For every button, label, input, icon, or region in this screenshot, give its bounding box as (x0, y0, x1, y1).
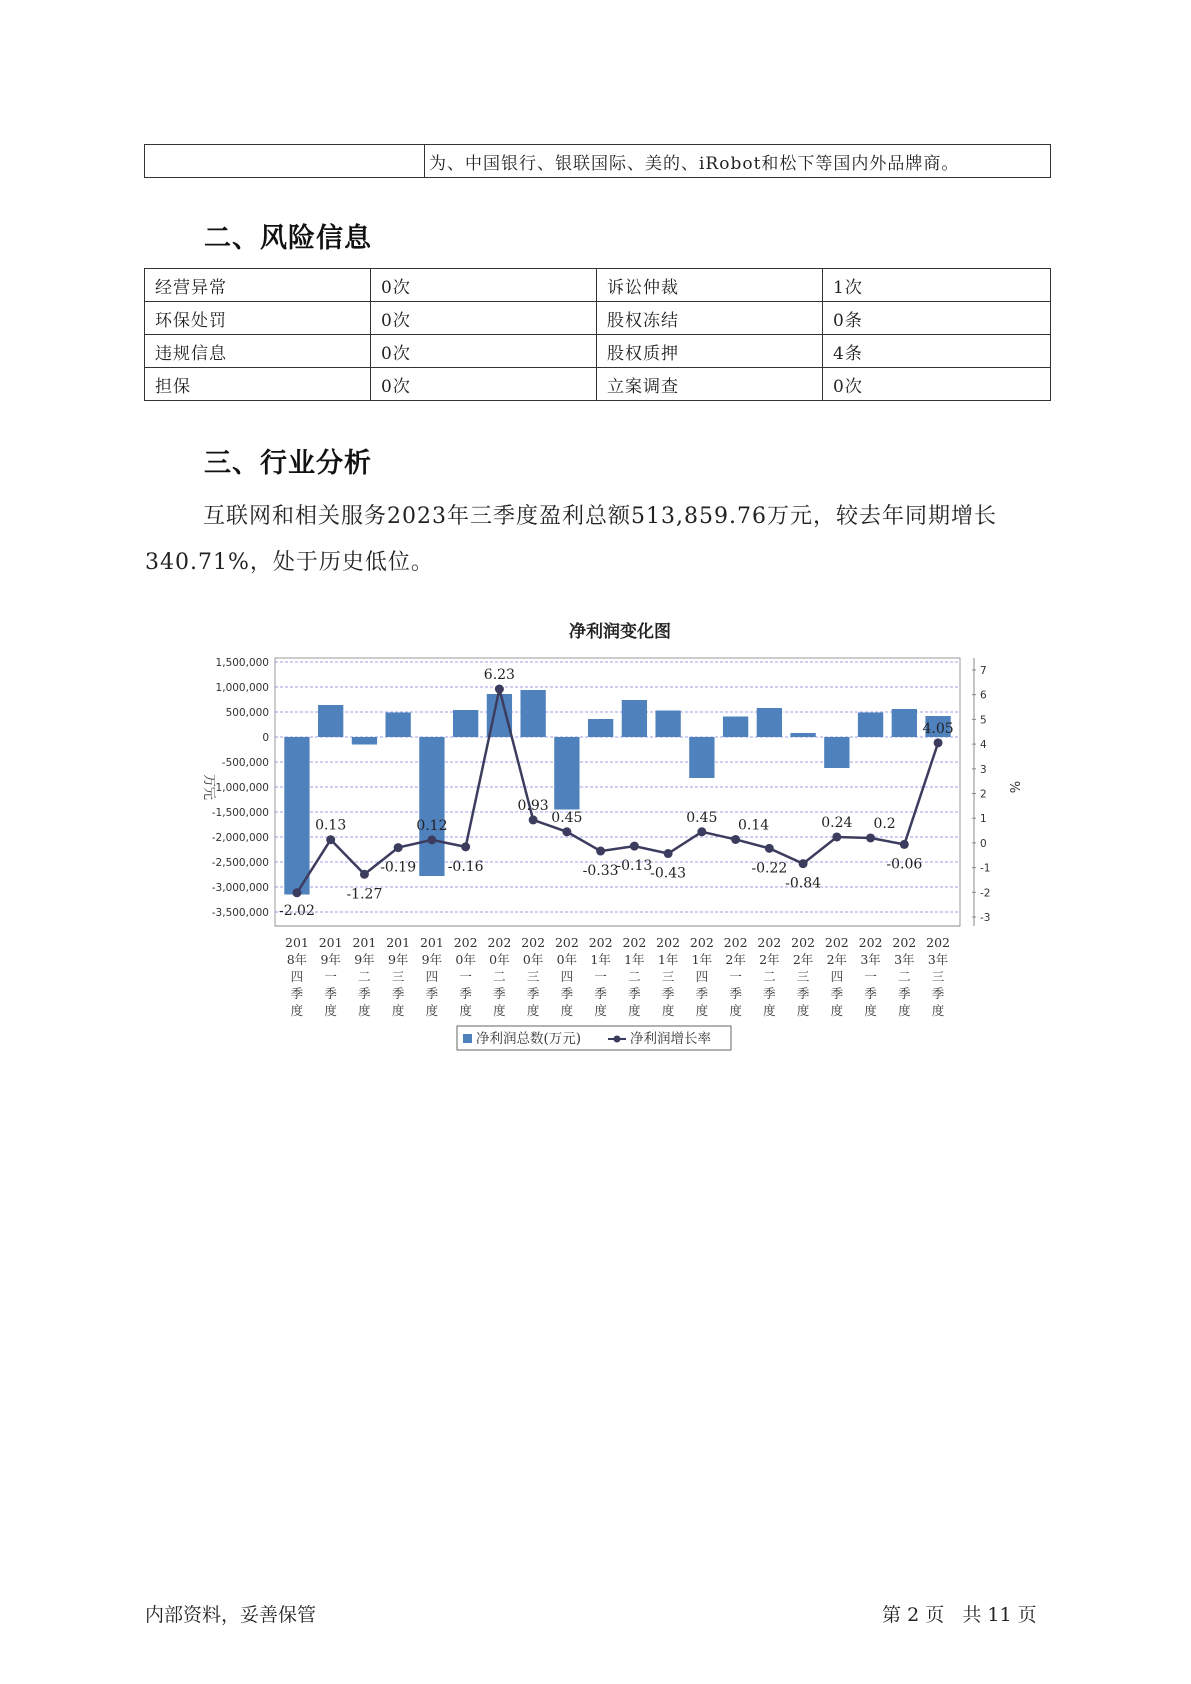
y-tick-right: -3 (980, 912, 991, 924)
x-tick-label: 202 (689, 935, 714, 950)
y-tick-left: -3,500,000 (211, 907, 269, 919)
bar (318, 705, 343, 737)
x-tick-label: 202 (757, 935, 782, 950)
data-point (630, 842, 639, 851)
x-tick-label: 度 (290, 1003, 304, 1018)
legend-bar-label: 净利润总数(万元) (476, 1031, 582, 1047)
x-tick-label: 一 (864, 969, 877, 984)
bar (622, 700, 647, 737)
data-label: 0.93 (517, 797, 549, 814)
y-tick-left: -2,000,000 (211, 832, 269, 844)
x-tick-label: 201 (352, 935, 377, 950)
bar (419, 737, 444, 876)
bar (655, 711, 680, 738)
x-tick-label: 度 (864, 1003, 877, 1018)
x-tick-label: 季 (324, 986, 337, 1001)
x-tick-label: 一 (729, 969, 742, 984)
x-tick-label: 三 (661, 969, 675, 984)
x-tick-label: 一 (324, 969, 337, 984)
bar (824, 737, 849, 768)
x-tick-label: 度 (459, 1003, 472, 1018)
bar (858, 713, 883, 738)
x-tick-label: 1年 (624, 952, 645, 967)
data-point (292, 888, 301, 897)
x-tick-label: 季 (594, 986, 607, 1001)
x-tick-label: 四 (695, 969, 709, 984)
net-profit-chart (180, 612, 1021, 1072)
x-tick-label: 季 (661, 986, 675, 1001)
data-label: -0.19 (380, 859, 417, 876)
data-point (765, 844, 774, 853)
x-tick-label: 三 (931, 969, 945, 984)
y-tick-right: 5 (980, 714, 987, 727)
y-tick-right: 0 (980, 837, 987, 850)
x-tick-label: 度 (695, 1003, 709, 1018)
total-unit: 页 (1017, 1604, 1037, 1626)
data-point (664, 849, 673, 858)
data-label: -0.06 (886, 856, 923, 873)
section-title-risk: 二、风险信息 (204, 223, 372, 254)
x-tick-label: 二 (493, 969, 506, 984)
x-tick-label: 202 (892, 935, 917, 950)
x-tick-label: 季 (290, 986, 304, 1001)
x-tick-label: 0年 (489, 952, 510, 967)
risk-label: 立案调查 (597, 368, 823, 401)
bar (588, 719, 613, 737)
company-info-table-fragment (144, 144, 1051, 178)
footer-confidential-note: 内部资料，妥善保管 (145, 1604, 317, 1626)
x-tick-label: 度 (391, 1003, 405, 1018)
x-tick-label: 四 (560, 969, 574, 984)
x-tick-label: 度 (358, 1003, 371, 1018)
bar (520, 690, 545, 737)
x-tick-label: 季 (796, 986, 810, 1001)
total-prefix: 共 (962, 1604, 982, 1626)
data-point (799, 859, 808, 868)
x-tick-label: 二 (898, 969, 911, 984)
y-tick-left: -2,500,000 (211, 857, 269, 869)
x-tick-label: 度 (661, 1003, 675, 1018)
data-label: -0.33 (582, 863, 619, 880)
x-tick-label: 季 (931, 986, 945, 1001)
data-point (832, 832, 841, 841)
x-tick-label: 201 (318, 935, 343, 950)
bar (892, 709, 917, 737)
risk-label: 违规信息 (145, 335, 371, 368)
x-tick-label: 三 (796, 969, 810, 984)
x-tick-label: 1年 (691, 952, 713, 967)
risk-info-table (144, 268, 1051, 401)
x-tick-label: 度 (560, 1003, 574, 1018)
data-label: 0.45 (551, 809, 583, 826)
chart-title: 净利润变化图 (569, 622, 671, 642)
y-tick-left: -500,000 (221, 757, 269, 769)
x-tick-label: 三 (526, 969, 540, 984)
risk-value: 0次 (371, 302, 597, 335)
x-tick-label: 1年 (657, 952, 679, 967)
bar (723, 717, 748, 738)
risk-label: 环保处罚 (145, 302, 371, 335)
x-tick-label: 季 (830, 986, 844, 1001)
data-label: 0.2 (873, 815, 896, 832)
table-row (145, 145, 1051, 178)
data-point (596, 847, 605, 856)
x-tick-label: 202 (858, 935, 883, 950)
x-tick-label: 二 (358, 969, 371, 984)
x-tick-label: 202 (656, 935, 681, 950)
y-tick-right: 2 (980, 788, 987, 801)
x-tick-label: 季 (425, 986, 439, 1001)
y-axis-label-right: % (1006, 780, 1021, 794)
x-tick-label: 度 (796, 1003, 810, 1018)
data-label: -0.43 (650, 865, 687, 882)
data-label: 4.05 (922, 720, 954, 737)
data-label: -0.13 (616, 858, 653, 875)
data-label: 0.12 (416, 817, 448, 834)
x-tick-label: 202 (723, 935, 748, 950)
y-tick-right: -1 (980, 862, 991, 875)
risk-label: 股权质押 (597, 335, 823, 368)
table-row (145, 269, 1051, 302)
x-tick-label: 季 (864, 986, 877, 1001)
table-cell-value: 为、中国银行、银联国际、美的、iRobot和松下等国内外品牌商。 (425, 145, 1051, 178)
x-tick-label: 0年 (556, 952, 578, 967)
bar (757, 708, 782, 737)
data-label: 0.14 (738, 817, 770, 834)
data-point (562, 827, 571, 836)
x-tick-label: 3年 (894, 952, 915, 967)
data-label: -0.22 (751, 860, 788, 877)
page-unit: 页 (925, 1604, 945, 1626)
x-tick-label: 度 (898, 1003, 911, 1018)
table-row (145, 302, 1051, 335)
industry-analysis-paragraph: 互联网和相关服务2023年三季度盈利总额513,859.76万元，较去年同期增长340.71%，处于历史低位。 (145, 504, 997, 575)
legend-line-label: 净利润增长率 (630, 1031, 711, 1047)
table-row (145, 368, 1051, 401)
x-tick-label: 季 (493, 986, 506, 1001)
y-tick-right: 6 (980, 689, 987, 702)
x-tick-label: 2年 (759, 952, 780, 967)
legend-bar-swatch (463, 1034, 472, 1043)
x-tick-label: 季 (526, 986, 540, 1001)
data-label: 0.24 (821, 814, 853, 831)
x-tick-label: 9年 (421, 952, 443, 967)
risk-label: 经营异常 (145, 269, 371, 302)
bar (790, 733, 815, 737)
bar (386, 713, 411, 738)
x-tick-label: 季 (729, 986, 742, 1001)
x-tick-label: 度 (830, 1003, 844, 1018)
footer-page-number (882, 1600, 1037, 1627)
data-point (326, 835, 335, 844)
x-tick-label: 季 (358, 986, 371, 1001)
table-cell-label (145, 145, 425, 178)
data-label: 6.23 (483, 667, 515, 684)
x-tick-label: 202 (487, 935, 512, 950)
risk-value: 4条 (823, 335, 1051, 368)
x-tick-label: 季 (898, 986, 911, 1001)
x-tick-label: 度 (493, 1003, 506, 1018)
data-point (866, 833, 875, 842)
x-tick-label: 2年 (725, 952, 746, 967)
y-tick-right: 1 (980, 813, 987, 826)
x-tick-label: 度 (425, 1003, 439, 1018)
x-tick-label: 202 (588, 935, 613, 950)
x-tick-label: 2年 (792, 952, 814, 967)
x-tick-label: 8年 (286, 952, 308, 967)
data-label: 0.13 (315, 817, 347, 834)
data-label: -0.16 (447, 858, 484, 875)
x-tick-label: 三 (391, 969, 405, 984)
y-tick-left: -1,500,000 (211, 807, 269, 819)
bar (689, 737, 714, 778)
risk-value: 0次 (371, 335, 597, 368)
x-tick-label: 四 (830, 969, 844, 984)
data-point (934, 738, 943, 747)
x-tick-label: 202 (453, 935, 478, 950)
y-tick-left: 1,500,000 (215, 657, 269, 669)
x-tick-label: 季 (763, 986, 776, 1001)
x-tick-label: 度 (628, 1003, 641, 1018)
risk-value: 0次 (823, 368, 1051, 401)
page-prefix: 第 (882, 1604, 902, 1626)
bar (284, 737, 309, 895)
data-point (394, 843, 403, 852)
y-tick-right: 3 (980, 763, 987, 776)
x-tick-label: 0年 (522, 952, 544, 967)
x-tick-label: 9年 (387, 952, 409, 967)
data-label: -0.84 (785, 875, 822, 892)
y-tick-left: 500,000 (225, 707, 269, 719)
x-tick-label: 季 (695, 986, 709, 1001)
y-tick-left: -3,000,000 (211, 882, 269, 894)
x-tick-label: 四 (290, 969, 304, 984)
x-tick-label: 202 (791, 935, 816, 950)
x-tick-label: 季 (391, 986, 405, 1001)
data-label: -1.27 (346, 886, 383, 903)
x-tick-label: 度 (594, 1003, 607, 1018)
x-tick-label: 201 (386, 935, 411, 950)
data-point (461, 842, 470, 851)
x-tick-label: 0年 (455, 952, 476, 967)
risk-value: 0条 (823, 302, 1051, 335)
risk-label: 担保 (145, 368, 371, 401)
table-row (145, 335, 1051, 368)
data-label: -2.02 (278, 902, 315, 919)
x-tick-label: 201 (419, 935, 444, 950)
x-tick-label: 9年 (354, 952, 375, 967)
bar (352, 737, 377, 745)
x-tick-label: 度 (324, 1003, 337, 1018)
risk-value: 1次 (823, 269, 1051, 302)
y-tick-left: -1,000,000 (211, 782, 269, 794)
bar (453, 710, 478, 737)
data-point (360, 870, 369, 879)
x-tick-label: 202 (622, 935, 647, 950)
data-point (529, 815, 538, 824)
x-tick-label: 202 (554, 935, 579, 950)
x-tick-label: 季 (560, 986, 574, 1001)
x-tick-label: 度 (526, 1003, 540, 1018)
y-tick-right: 4 (980, 739, 987, 752)
data-point (900, 840, 909, 849)
section-title-industry: 三、行业分析 (204, 448, 372, 479)
y-tick-left: 0 (262, 732, 269, 744)
x-tick-label: 二 (628, 969, 641, 984)
y-tick-right: -2 (980, 887, 991, 900)
x-tick-label: 3年 (927, 952, 949, 967)
x-tick-label: 9年 (320, 952, 341, 967)
risk-value: 0次 (371, 368, 597, 401)
page-current: 2 (907, 1604, 920, 1626)
x-tick-label: 度 (763, 1003, 776, 1018)
data-point (731, 835, 740, 844)
risk-label: 诉讼仲裁 (597, 269, 823, 302)
x-tick-label: 度 (931, 1003, 945, 1018)
y-tick-left: 1,000,000 (215, 682, 269, 694)
x-tick-label: 一 (594, 969, 607, 984)
x-tick-label: 3年 (860, 952, 881, 967)
bar (554, 737, 579, 810)
x-tick-label: 2年 (826, 952, 848, 967)
page-total: 11 (987, 1604, 1012, 1626)
x-tick-label: 二 (763, 969, 776, 984)
data-point (427, 835, 436, 844)
x-tick-label: 202 (521, 935, 546, 950)
x-tick-label: 季 (628, 986, 641, 1001)
x-tick-label: 202 (926, 935, 950, 950)
risk-label: 股权冻结 (597, 302, 823, 335)
data-label: 0.45 (686, 809, 718, 826)
y-axis-label-left: 万元 (201, 773, 216, 801)
x-tick-label: 度 (729, 1003, 742, 1018)
y-tick-right: 7 (980, 665, 987, 677)
x-tick-label: 季 (459, 986, 472, 1001)
x-tick-label: 四 (425, 969, 439, 984)
x-tick-label: 1年 (590, 952, 611, 967)
legend-line-marker (614, 1036, 621, 1043)
data-point (495, 685, 504, 694)
risk-value: 0次 (371, 269, 597, 302)
data-point (697, 827, 706, 836)
x-tick-label: 一 (459, 969, 472, 984)
x-tick-label: 201 (285, 935, 309, 950)
x-tick-label: 202 (824, 935, 849, 950)
